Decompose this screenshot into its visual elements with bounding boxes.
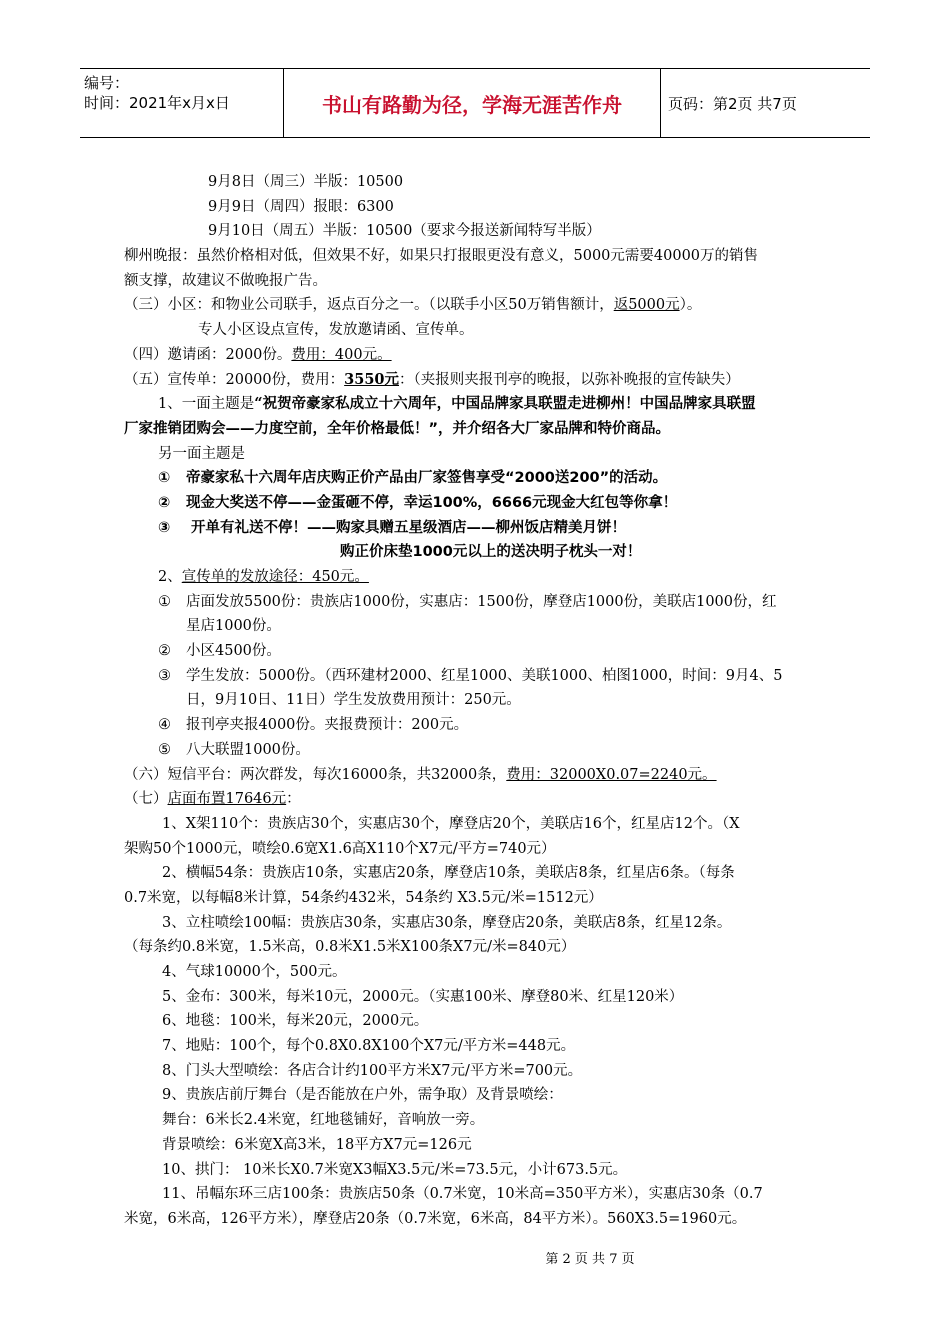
- text-span: ）。: [679, 297, 702, 314]
- text-span: （六）短信平台：两次群发，每次16000条，共32000条，: [124, 766, 507, 783]
- list-marker: ②: [158, 643, 171, 660]
- list-marker: ①: [158, 593, 171, 610]
- text-line: [128, 565, 866, 590]
- code-label: 编号：: [84, 74, 130, 92]
- text-line: [128, 516, 866, 541]
- text-line: 11、吊幅东环三店100条：贵族店50条（0.7米宽，10米高=350平方米），实惠店30条（0.7: [162, 1186, 763, 1203]
- text-line: 8、门头大型喷绘：各店合计约100平方米X7元/平方米=700元。: [162, 1062, 583, 1079]
- text-span: 学生发放：5000份。（西环建材2000、红星1000、美联1000、柏图1000，时间：9月4、5: [186, 667, 783, 684]
- text-line: [124, 293, 866, 318]
- text-span: ：: [286, 791, 301, 808]
- text-line: 9、贵族店前厅舞台（是否能放在户外，需争取）及背景喷绘：: [162, 1087, 563, 1104]
- text-line: 购正价床垫1000元以上的送决明子枕头一对！: [340, 544, 642, 561]
- text-span: 八大联盟1000份。: [186, 741, 310, 758]
- page-footer: 第 2 页 共 7 页: [545, 1252, 635, 1267]
- text-span: 2、: [158, 569, 182, 585]
- text-line: [124, 343, 866, 368]
- text-line: [128, 392, 866, 417]
- document-body: [124, 170, 866, 1232]
- text-line: 0.7米宽，以每幅8米计算，54条约432米，54条约 X3.5元/米=1512元）: [124, 889, 603, 906]
- date-label: 时间：2021年x月x日: [84, 94, 230, 112]
- text-line: 专人小区设点宣传，发放邀请函、宣传单。: [198, 322, 474, 339]
- text-span: 1、一面主题是: [158, 396, 255, 413]
- text-line: 9月9日（周四）报眼：6300: [208, 198, 394, 215]
- text-line: 米宽，6米高，126平方米），摩登店20条（0.7米宽，6米高，84平方米）。560X3.5=1960元。: [124, 1210, 747, 1227]
- text-line: [128, 466, 866, 491]
- text-line: 1、X架110个：贵族店30个，实惠店30个，摩登店20个，美联店16个，红星店12个。（X: [162, 815, 740, 832]
- page-header: [80, 68, 870, 138]
- list-marker: ③: [158, 519, 171, 536]
- underlined-amount: 返5000元: [613, 297, 680, 314]
- text-line: 3、立柱喷绘100幅：贵族店30条，实惠店30条，摩登店20条，美联店8条，红星12条。: [162, 914, 732, 931]
- text-line: 7、地贴：100个，每个0.8X0.8X100个X7元/平方米=448元。: [162, 1038, 576, 1055]
- text-span: 现金大奖送不停——金蛋砸不停，幸运100%，6666元现金大红包等你拿！: [186, 494, 678, 511]
- list-marker: ②: [158, 494, 171, 511]
- text-line: 厂家推销团购会——力度空前，全年价格最低！”，并介绍各大厂家品牌和特价商品。: [124, 420, 671, 437]
- bold-span: “祝贺帝豪家私成立十六周年，中国品牌家具联盟走进柳州！中国品牌家具联盟: [254, 395, 756, 413]
- text-span: 帝豪家私十六周年店庆购正价产品由厂家签售享受“2000送200”的活动。: [186, 470, 668, 487]
- header-motto: 书山有路勤为径，学海无涯苦作舟: [283, 69, 661, 137]
- text-span: （五）宣传单：20000份，费用：: [124, 371, 345, 388]
- text-line: [128, 664, 866, 689]
- text-span: 小区4500份。: [186, 643, 281, 660]
- underlined-text: 宣传单的发放途径：450元。: [181, 569, 369, 585]
- text-span: （三）小区：和物业公司联手，返点百分之一。（以联手小区50万销售额计，: [124, 297, 614, 314]
- text-line: 柳州晚报：虽然价格相对低，但效果不好，如果只打报眼更没有意义，5000元需要40000万的销售: [124, 248, 759, 265]
- text-span: 报刊亭夹报4000份。夹报费预计：200元。: [186, 717, 469, 734]
- text-span: 店面发放5500份：贵族店1000份，实惠店：1500份，摩登店1000份，美联店1000份，红: [186, 593, 777, 610]
- underlined-amount: 3550元: [344, 370, 399, 388]
- text-line: [128, 738, 866, 763]
- underlined-text: 店面布置17646元: [167, 791, 287, 808]
- text-span: （四）邀请函：2000份。: [124, 346, 292, 363]
- text-line: 5、金布：300米，每米10元，2000元。（实惠100米、摩登80米、红星120米）: [162, 988, 684, 1005]
- text-span: （七）: [124, 791, 168, 808]
- text-line: [124, 368, 866, 393]
- text-line: 另一面主题是: [158, 445, 245, 462]
- header-page-label: 页码：第2页 共7页: [668, 94, 797, 113]
- text-line: 星店1000份。: [186, 618, 281, 635]
- underlined-amount: 费用：32000X0.07=2240元。: [506, 766, 717, 783]
- text-line: 背景喷绘：6米宽X高3米，18平方X7元=126元: [162, 1136, 472, 1153]
- text-line: （每条约0.8米宽，1.5米高，0.8米X1.5米X100条X7元/米=840元）: [124, 939, 576, 956]
- text-line: [124, 763, 866, 788]
- text-line: 4、气球10000个，500元。: [162, 964, 347, 980]
- text-line: 舞台：6米长2.4米宽，红地毯铺好，音响放一旁。: [162, 1112, 485, 1129]
- list-marker: ③: [158, 667, 171, 684]
- list-marker: ①: [158, 470, 171, 487]
- text-line: 日，9月10日、11日）学生发放费用预计：250元。: [186, 692, 521, 709]
- text-line: 9月10日（周五）半版：10500（要求今报送新闻特写半版）: [208, 223, 601, 240]
- text-line: 6、地毯：100米，每米20元，2000元。: [162, 1013, 429, 1030]
- text-line: 9月8日（周三）半版：10500: [208, 174, 404, 190]
- text-line: 架购50个1000元，喷绘0.6宽X1.6高X110个X7元/平方=740元）: [124, 840, 556, 857]
- text-line: [128, 491, 866, 516]
- text-line: 2、横幅54条：贵族店10条，实惠店20条，摩登店10条，美联店8条，红星店6条。（每条: [162, 865, 735, 882]
- text-span: 开单有礼送不停！——购家具赠五星级酒店——柳州饭店精美月饼！: [186, 519, 627, 536]
- list-marker: ⑤: [158, 741, 171, 758]
- text-line: 10、拱门： 10米长X0.7米宽X3幅X3.5元/米=73.5元，小计673.5元。: [162, 1161, 628, 1178]
- text-span: ：（夹报则夹报刊亭的晚报，以弥补晚报的宣传缺失）: [399, 371, 740, 388]
- text-line: [128, 639, 866, 664]
- text-line: [128, 590, 866, 615]
- text-line: [128, 713, 866, 738]
- text-line: 额支撑，故建议不做晚报广告。: [124, 272, 327, 289]
- header-meta: [84, 73, 282, 133]
- text-line: [124, 787, 866, 812]
- underlined-amount: 费用：400元。: [291, 346, 392, 363]
- list-marker: ④: [158, 717, 171, 734]
